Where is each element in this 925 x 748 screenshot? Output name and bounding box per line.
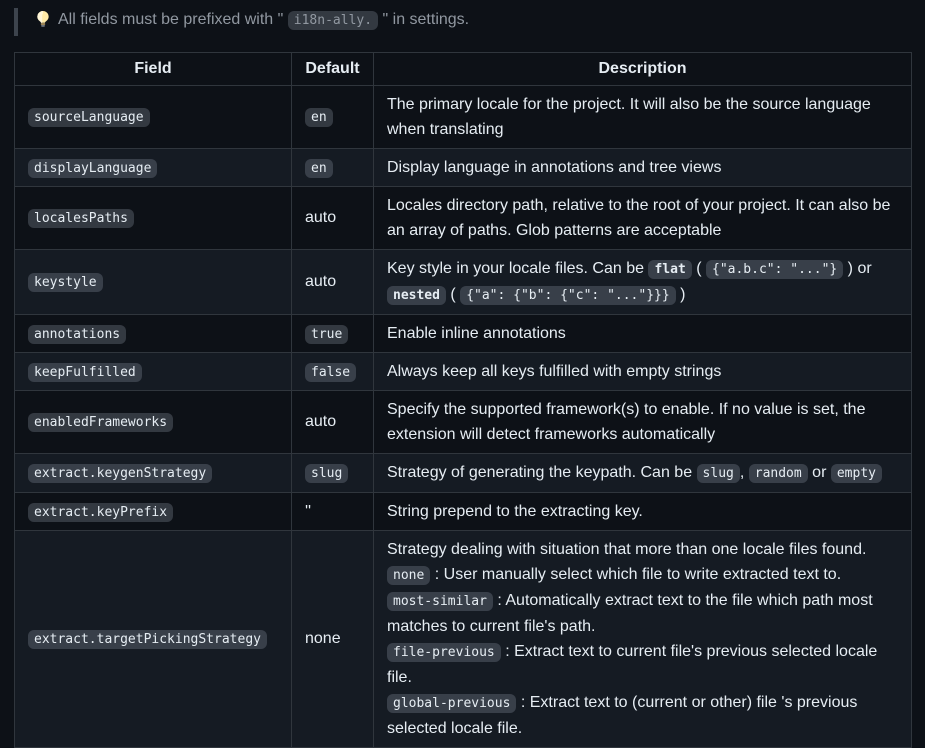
default-cell xyxy=(292,353,374,391)
inline-code: {"a.b.c": "..."} xyxy=(706,260,843,279)
default-cell xyxy=(292,149,374,187)
field-name-code: displayLanguage xyxy=(28,159,157,178)
lightbulb-icon xyxy=(34,10,52,36)
description-cell: Locales directory path, relative to the root of your project. It can also be an array of paths. Glob patterns are acceptable xyxy=(374,187,912,250)
inline-code: en xyxy=(305,108,333,127)
note-inline-code: i18n-ally. xyxy=(288,11,378,30)
table-row xyxy=(15,250,912,315)
description-cell: Always keep all keys fulfilled with empty strings xyxy=(374,353,912,391)
field-name-code: keepFulfilled xyxy=(28,363,142,382)
description-cell: Specify the supported framework(s) to enable. If no value is set, the extension will detect frameworks automatically xyxy=(374,391,912,454)
field-cell xyxy=(15,315,292,353)
table-header xyxy=(15,53,912,86)
inline-code: false xyxy=(305,363,356,382)
inline-code: en xyxy=(305,159,333,178)
default-cell: '' xyxy=(292,493,374,531)
description-cell: The primary locale for the project. It will also be the source language when translating xyxy=(374,86,912,149)
description-cell: Enable inline annotations xyxy=(374,315,912,353)
field-cell xyxy=(15,149,292,187)
field-cell xyxy=(15,250,292,315)
field-name-code: annotations xyxy=(28,325,126,344)
column-header-default: Default xyxy=(292,53,374,86)
inline-code: none xyxy=(387,566,430,585)
description-cell: Strategy of generating the keypath. Can be slug , random or empty xyxy=(374,454,912,493)
field-name-code: localesPaths xyxy=(28,209,134,228)
inline-code: global-previous xyxy=(387,694,516,713)
table-row xyxy=(15,493,912,531)
default-cell xyxy=(292,454,374,493)
table-header-row xyxy=(15,53,912,86)
default-cell xyxy=(292,315,374,353)
inline-code: empty xyxy=(831,464,882,483)
default-cell: auto xyxy=(292,250,374,315)
default-cell: none xyxy=(292,531,374,748)
inline-code: file-previous xyxy=(387,643,501,662)
field-cell xyxy=(15,531,292,748)
table-row xyxy=(15,454,912,493)
inline-code: flat xyxy=(648,260,691,279)
inline-code: nested xyxy=(387,286,446,305)
description-cell: Key style in your locale files. Can be flat ( {"a.b.c": "..."} ) or nested ( {"a": {"b": {"c": "..."}}} ) xyxy=(374,250,912,315)
field-name-code: keystyle xyxy=(28,273,103,292)
field-cell xyxy=(15,391,292,454)
inline-code: most-similar xyxy=(387,592,493,611)
default-cell xyxy=(292,86,374,149)
inline-code: {"a": {"b": {"c": "..."}}} xyxy=(460,286,676,305)
column-header-field: Field xyxy=(15,53,292,86)
field-cell xyxy=(15,454,292,493)
readme-content xyxy=(14,8,911,748)
table-row xyxy=(15,86,912,149)
description-cell: String prepend to the extracting key. xyxy=(374,493,912,531)
inline-code: slug xyxy=(697,464,740,483)
field-cell xyxy=(15,353,292,391)
description-cell: Strategy dealing with situation that more than one locale files found. none : User manually select which file to write extracted text to. most-similar : Automatically extract text to the file which path most matches to current file's path. file-previous : Extract text to current file's previous selected locale file. global-previous : Extract text to (current or other) file 's previous selected locale file. xyxy=(374,531,912,748)
table-row xyxy=(15,187,912,250)
field-name-code: extract.targetPickingStrategy xyxy=(28,630,267,649)
inline-code: true xyxy=(305,325,348,344)
inline-code: random xyxy=(749,464,808,483)
default-cell: auto xyxy=(292,187,374,250)
field-name-code: extract.keygenStrategy xyxy=(28,464,212,483)
note-blockquote xyxy=(14,8,911,36)
settings-table xyxy=(14,52,912,748)
field-name-code: enabledFrameworks xyxy=(28,413,173,432)
field-cell xyxy=(15,187,292,250)
description-cell: Display language in annotations and tree views xyxy=(374,149,912,187)
table-row xyxy=(15,149,912,187)
field-cell xyxy=(15,86,292,149)
field-name-code: extract.keyPrefix xyxy=(28,503,173,522)
table-row xyxy=(15,315,912,353)
default-cell: auto xyxy=(292,391,374,454)
table-row xyxy=(15,531,912,748)
note-text-before: All fields must be prefixed with " xyxy=(58,11,288,28)
column-header-description: Description xyxy=(374,53,912,86)
table-row xyxy=(15,353,912,391)
note-text-after: " in settings. xyxy=(378,11,470,28)
field-name-code: sourceLanguage xyxy=(28,108,150,127)
table-body xyxy=(15,86,912,748)
table-row xyxy=(15,391,912,454)
field-cell xyxy=(15,493,292,531)
inline-code: slug xyxy=(305,464,348,483)
